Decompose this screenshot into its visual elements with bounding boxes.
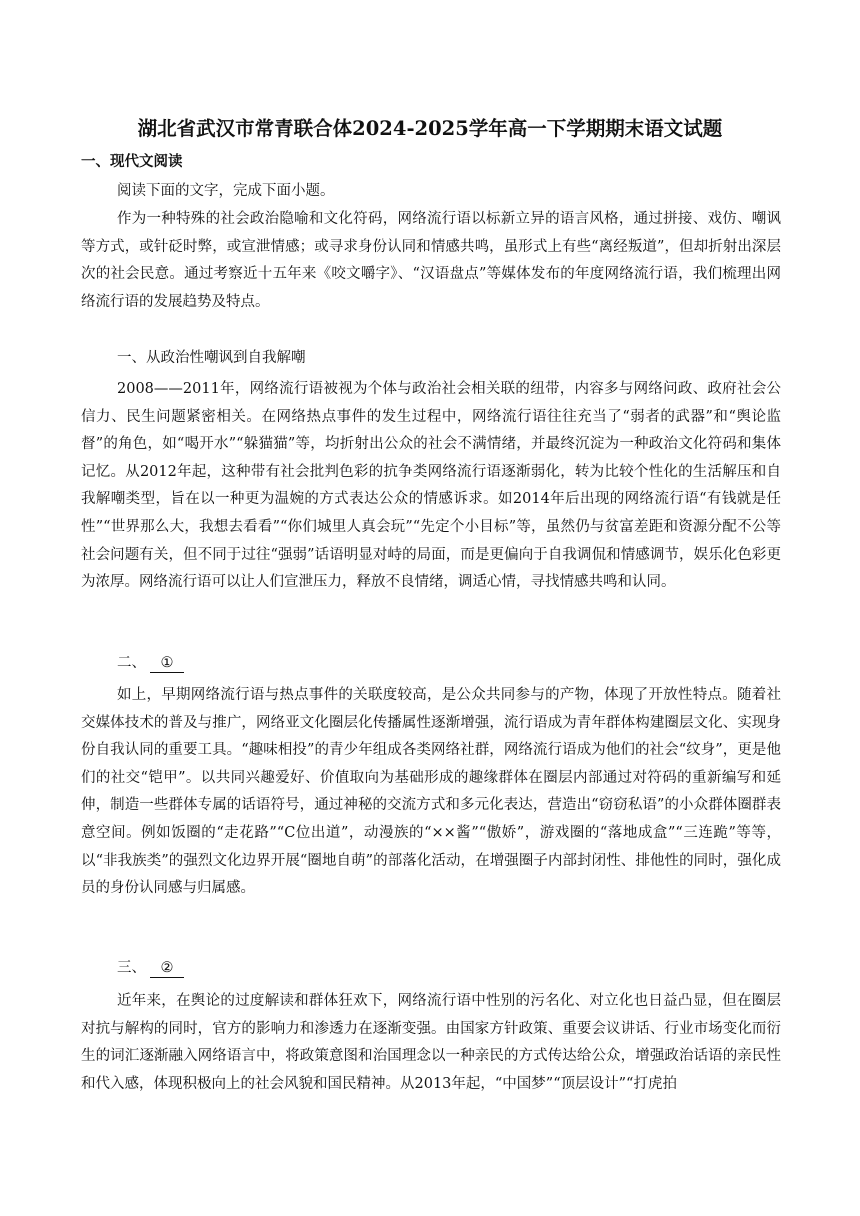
answer-blank-1: ①: [150, 654, 184, 673]
exam-title: 湖北省武汉市常青联合体2024-2025学年高一下学期期末语文试题: [137, 117, 723, 140]
subheading-2: [117, 651, 184, 675]
answer-blank-2: ②: [150, 959, 184, 978]
paragraph-intro: 作为一种特殊的社会政治隐喻和文化符码，网络流行语以标新立异的语言风格，通过拼接、戏仿、嘲讽等方式，或针砭时弊，或宣泄情感；或寻求身份认同和情感共鸣，虽形式上有些“离经叛道”，但却折射出深层次的社会民意。通过考察近十五年来《咬文嚼字》、“汉语盘点”等媒体发布的年度网络流行语，我们梳理出网络流行语的发展趋势及特点。: [81, 211, 781, 310]
section-heading: 一、现代文阅读: [81, 153, 183, 170]
reading-instruction: 阅读下面的文字，完成下面小题。: [117, 183, 335, 199]
paragraph-section-2: 如上，早期网络流行语与热点事件的关联度较高，是公众共同参与的产物，体现了开放性特点。随着社交媒体技术的普及与推广，网络亚文化圈层化传播属性逐渐增强，流行语成为青年群体构建圈层文化、实现身份自我认同的重要工具。“趣味相投”的青少年组成各类网络社群，网络流行语成为他们的社会“纹身”，更是他们的社交“铠甲”。以共同兴趣爱好、价值取向为基础形成的趣缘群体在圈层内部通过对符码的重新编写和延伸，制造一些群体专属的话语符号，通过神秘的交流方式和多元化表达，营造出“窃窃私语”的小众群体圈群表意空间。例如饭圈的“走花路”“C位出道”，动漫族的“××酱”“傲娇”，游戏圈的“落地成盒”“三连跪”等等，以“非我族类”的强烈文化边界开展“圈地自萌”的部落化活动，在增强圈子内部封闭性、排他性的同时，强化成员的身份认同感与归属感。: [81, 687, 781, 897]
paragraph-section-3: 近年来，在舆论的过度解读和群体狂欢下，网络流行语中性别的污名化、对立化也日益凸显，但在圈层对抗与解构的同时，官方的影响力和渗透力在逐渐变强。由国家方针政策、重要会议讲话、行业市场变化而衍生的词汇逐渐融入网络语言中，将政策意图和治国理念以一种亲民的方式传达给公众，增强政治话语的亲民性和代入感，体现积极向上的社会风貌和国民精神。从2013年起，“中国梦”“顶层设计”“打虎拍: [81, 993, 781, 1092]
subheading-2-label: 二、: [117, 655, 146, 671]
subheading-3: [117, 956, 184, 980]
subheading-3-label: 三、: [117, 960, 146, 976]
subheading-1: 一、从政治性嘲讽到自我解嘲: [117, 350, 306, 366]
paragraph-section-1: 2008——2011年，网络流行语被视为个体与政治社会相关联的纽带，内容多与网络问政、政府社会公信力、民生问题紧密相关。在网络热点事件的发生过程中，网络流行语往往充当了“弱者的武器”和“舆论监督”的角色，如“喝开水”“躲猫猫”等，均折射出公众的社会不满情绪，并最终沉淀为一种政治文化符码和集体记忆。从2012年起，这种带有社会批判色彩的抗争类网络流行语逐渐弱化，转为比较个性化的生活解压和自我解嘲类型，旨在以一种更为温婉的方式表达公众的情感诉求。如2014年后出现的网络流行语“有钱就是任性”“世界那么大，我想去看看”“你们城里人真会玩”“先定个小目标”等，虽然仍与贫富差距和资源分配不公等社会问题有关，但不同于过往“强弱”话语明显对峙的局面，而是更偏向于自我调侃和情感调节，娱乐化色彩更为浓厚。网络流行语可以让人们宣泄压力，释放不良情绪，调适心情，寻找情感共鸣和认同。: [81, 381, 781, 591]
